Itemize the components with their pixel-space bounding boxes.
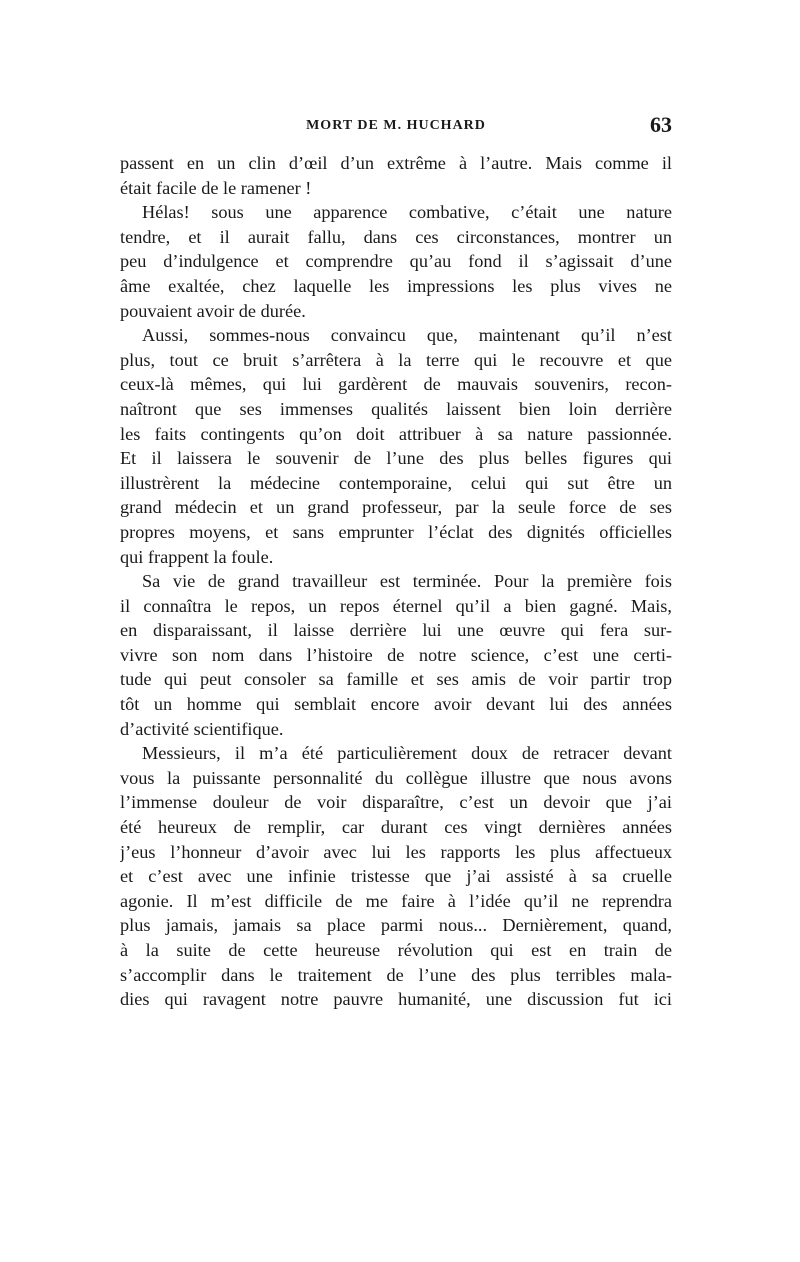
text-line: vous la puissante personnalité du collègue illustre que nous avons (120, 767, 672, 788)
text-line: ceux-là mêmes, qui lui gardèrent de mauvais souvenirs, recon- (120, 374, 672, 395)
running-title: MORT DE M. HUCHARD (306, 118, 486, 133)
running-header (120, 112, 672, 142)
text-line: propres moyens, et sans emprunter l’éclat des dignités officielles (120, 521, 672, 542)
text-line: été heureux de remplir, car durant ces vingt dernières années (120, 817, 672, 838)
text-line: Messieurs, il m’a été particulièrement doux de retracer devant (142, 743, 672, 764)
text-line: illustrèrent la médecine contemporaine, celui qui sut être un (120, 472, 672, 493)
text-line: naîtront que ses immenses qualités laissent bien loin derrière (120, 398, 672, 419)
text-line: d’activité scientifique. (120, 718, 284, 739)
text-line: s’accomplir dans le traitement de l’une des plus terribles mala- (120, 964, 672, 985)
text-line: était facile de le ramener ! (120, 177, 312, 198)
body-text (120, 151, 672, 1012)
text-line: dies qui ravagent notre pauvre humanité, une discussion fut ici (120, 989, 672, 1010)
text-line: en disparaissant, il laisse derrière lui une œuvre qui fera sur- (120, 620, 672, 641)
text-line: et c’est avec une infinie tristesse que j’ai assisté à sa cruelle (120, 866, 672, 887)
text-line: Et il laissera le souvenir de l’une des plus belles figures qui (120, 448, 672, 469)
text-line: plus, tout ce bruit s’arrêtera à la terre qui le recouvre et que (120, 349, 672, 370)
text-line: grand médecin et un grand professeur, par la seule force de ses (120, 497, 672, 518)
text-line: il connaîtra le repos, un repos éternel qu’il a bien gagné. Mais, (120, 595, 672, 616)
text-line: j’eus l’honneur d’avoir avec lui les rapports les plus affectueux (120, 841, 672, 862)
text-line: tôt un homme qui semblait encore avoir devant lui des années (120, 694, 672, 715)
text-line: peu d’indulgence et comprendre qu’au fond il s’agissait d’une (120, 251, 672, 272)
text-line: plus jamais, jamais sa place parmi nous... Dernièrement, quand, (120, 915, 672, 936)
text-line: pouvaient avoir de durée. (120, 300, 306, 321)
text-line: âme exaltée, chez laquelle les impressions les plus vives ne (120, 275, 672, 296)
text-line: qui frappent la foule. (120, 546, 274, 567)
text-line: agonie. Il m’est difficile de me faire à l’idée qu’il ne reprendra (120, 890, 672, 911)
text-line: l’immense douleur de voir disparaître, c’est un devoir que j’ai (120, 792, 672, 813)
text-line: Aussi, sommes-nous convaincu que, maintenant qu’il n’est (142, 325, 672, 346)
text-line: Sa vie de grand travailleur est terminée. Pour la première fois (142, 571, 672, 592)
page-number: 63 (650, 112, 672, 137)
text-line: passent en un clin d’œil d’un extrême à l’autre. Mais comme il (120, 153, 672, 173)
text-line: tude qui peut consoler sa famille et ses amis de voir partir trop (120, 669, 672, 690)
text-line: les faits contingents qu’on doit attribuer à sa nature passionnée. (120, 423, 672, 444)
text-line: tendre, et il aurait fallu, dans ces circonstances, montrer un (120, 226, 672, 247)
text-line: Hélas! sous une apparence combative, c’était une nature (142, 202, 672, 223)
text-line: vivre son nom dans l’histoire de notre science, c’est une certi- (120, 644, 672, 665)
text-line: à la suite de cette heureuse révolution qui est en train de (120, 940, 672, 960)
